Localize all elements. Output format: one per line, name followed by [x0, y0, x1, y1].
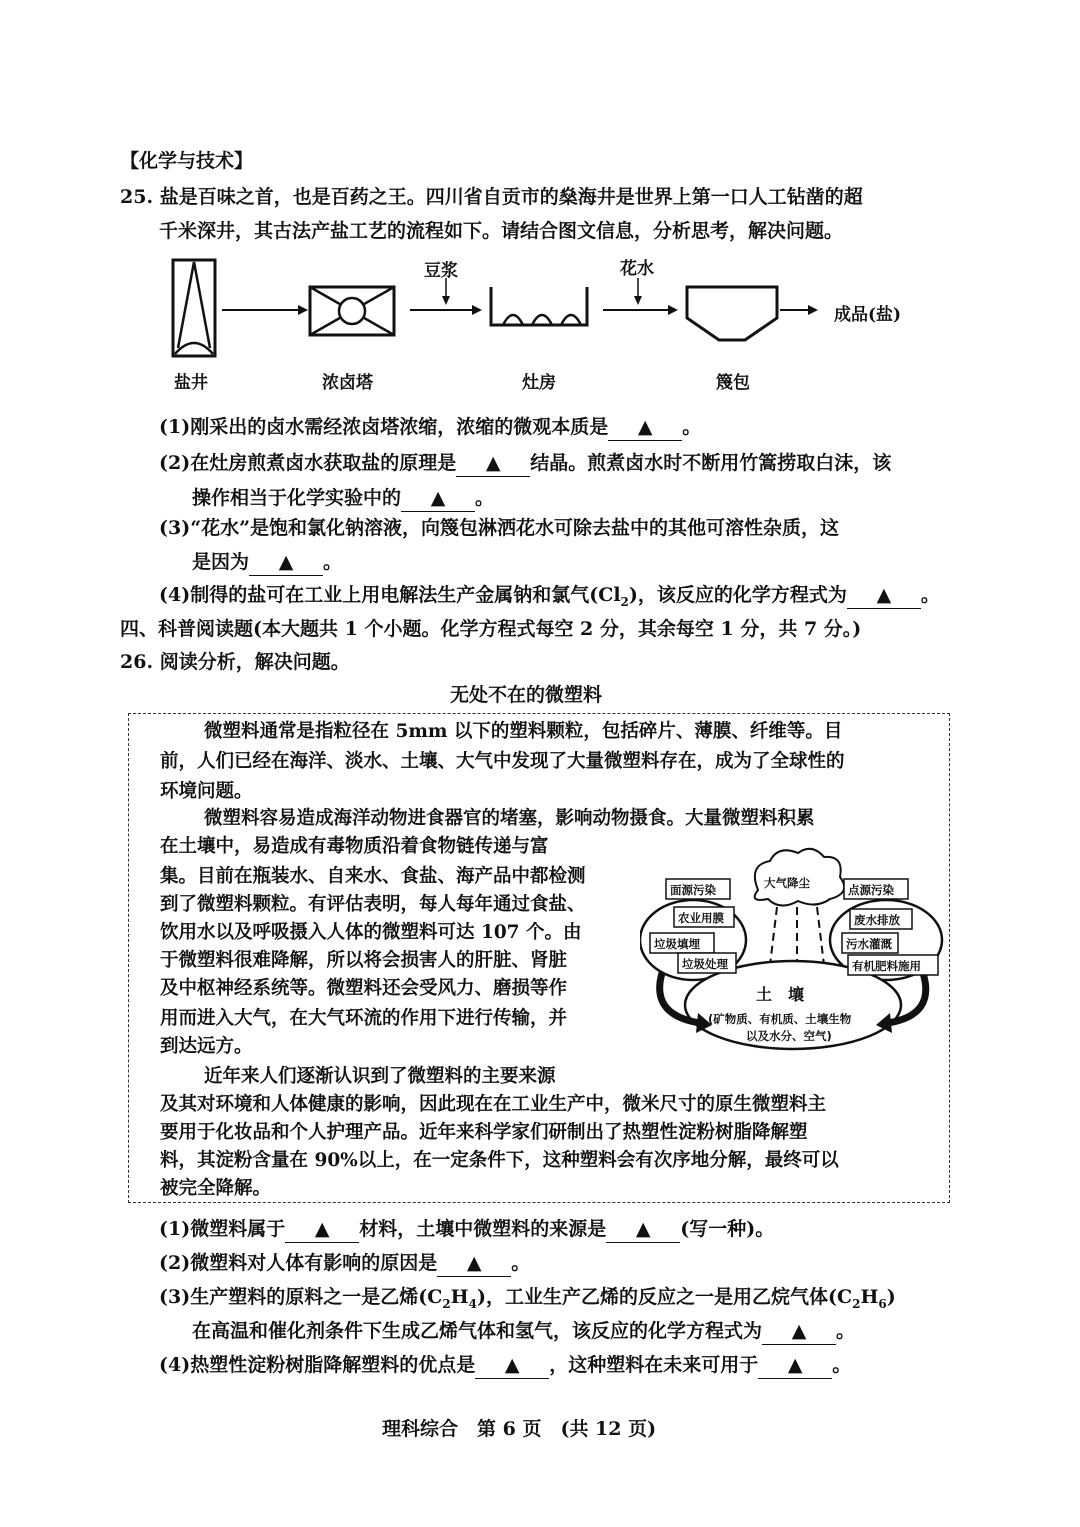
q25-sub3-text-b: 是因为 [192, 551, 250, 573]
right-item-2: 污水灌溉 [846, 937, 892, 951]
article-line-2: 前，人们已经在海洋、淡水、土壤、大气中发现了大量微塑料存在，成为了全球性的 [160, 751, 845, 772]
q26-sub4-text-a: (4)热塑性淀粉树脂降解塑料的优点是 [159, 1354, 476, 1376]
answer-blank: ▲ [762, 1318, 836, 1345]
q26-sub3-text-d: 在高温和催化剂条件下生成乙烯气体和氢气，该反应的化学方程式为 [192, 1320, 763, 1342]
article-line-5: 在土壤中，易造成有毒物质沿着食物链传递与富 [160, 836, 549, 857]
q26-sub2 [159, 1246, 530, 1280]
figure-labels [646, 845, 951, 1060]
q25-sub1 [159, 410, 701, 444]
flow-arrow-4-head [808, 305, 818, 315]
left-item-3: 垃圾处理 [682, 957, 728, 971]
q26-sub1-text-b: 材料，土壤中微塑料的来源是 [359, 1218, 607, 1240]
input-arrow-2-head [634, 296, 642, 305]
article-title: 无处不在的微塑料 [450, 684, 603, 706]
article-line-7: 到了微塑料颗粒。有评估表明，每人每年通过食盐、 [160, 894, 586, 915]
soil-title: 土 壤 [756, 985, 805, 1004]
answer-blank: ▲ [401, 485, 475, 512]
q26-sub2-end: 。 [511, 1252, 531, 1274]
page-footer: 理科综合 第 6 页 (共 12 页) [382, 1418, 657, 1440]
q25-sub3-line-2 [192, 545, 342, 579]
q25-sub2-text-c: 操作相当于化学实验中的 [192, 487, 402, 509]
article-line-17: 被完全降解。 [160, 1178, 272, 1199]
q25-sub1-end: 。 [682, 416, 702, 438]
subscript: 4 [468, 1296, 477, 1311]
answer-blank: ▲ [456, 450, 530, 477]
left-title-label: 面源污染 [670, 883, 716, 897]
q25-sub2-end: 。 [475, 487, 495, 509]
section-heading-chem-tech: 【化学与技术】 [120, 150, 254, 172]
section-heading-reading: 四、科普阅读题(本大题共 1 个小题。化学方程式每空 2 分，其余每空 1 分，共 7 分。) [120, 618, 862, 640]
formula-h: H [450, 1286, 469, 1308]
flow-arrow-3-head [668, 305, 678, 315]
flow-arrow-1-head [298, 305, 308, 315]
article-line-12: 到达远方。 [160, 1036, 253, 1057]
input-label-soy-milk: 豆浆 [424, 261, 458, 281]
q26-intro-text: 阅读分析，解决问题。 [159, 651, 350, 673]
flow-arrow-2-head [472, 305, 482, 315]
article-line-4: 微塑料容易造成海洋动物进食器官的堵塞，影响动物摄食。大量微塑料积累 [204, 808, 815, 829]
q26-intro [120, 645, 350, 679]
q26-sub4 [159, 1348, 851, 1382]
article-line-13: 近年来人们逐渐认识到了微塑料的主要来源 [204, 1066, 556, 1087]
q26-sub1-end: (写一种)。 [680, 1218, 775, 1240]
q26-sub2-text: (2)微塑料对人体有影响的原因是 [159, 1252, 438, 1274]
article-line-14: 及其对环境和人体健康的影响，因此现在在工业生产中，微米尺寸的原生微塑料主 [160, 1094, 827, 1115]
subscript: 2 [852, 1296, 861, 1311]
q26-sub4-end: 。 [832, 1354, 852, 1376]
article-line-3: 环境问题。 [160, 781, 253, 802]
article-line-11: 用而进入大气，在大气环流的作用下进行传输，并 [160, 1008, 568, 1029]
q25-sub4-text-a: (4)制得的盐可在工业上用电解法生产金属钠和氯气(Cl [159, 584, 621, 606]
q25-sub3-end: 。 [323, 551, 343, 573]
q26-sub3-text-a: (3)生产塑料的原料之一是乙烯(C [159, 1286, 443, 1308]
q25-intro-line-2: 千米深井，其古法产盐工艺的流程如下。请结合图文信息，分析思考，解决问题。 [159, 220, 844, 242]
answer-blank: ▲ [847, 582, 921, 609]
q26-sub3-end: 。 [836, 1320, 856, 1342]
formula-h: H [860, 1286, 879, 1308]
answer-blank: ▲ [608, 414, 682, 441]
q26-number: 26. [120, 651, 154, 673]
answer-blank: ▲ [758, 1352, 832, 1379]
q25-sub4-text-b: )，该反应的化学方程式为 [628, 584, 847, 606]
soil-sub-2: 以及水分、空气) [746, 1029, 832, 1043]
bamboo-basket-icon [687, 287, 777, 340]
label-bamboo-basket: 篾包 [716, 373, 750, 393]
input-label-flower-water: 花水 [620, 259, 654, 279]
q25-sub4-end: 。 [920, 584, 940, 606]
subscript: 2 [620, 594, 629, 609]
stove-house-icon [491, 287, 587, 325]
label-stove-house: 灶房 [522, 373, 556, 393]
answer-blank: ▲ [249, 549, 323, 576]
q26-sub3-line-2 [192, 1314, 855, 1348]
left-item-2: 垃圾填埋 [654, 937, 700, 951]
article-line-15: 要用于化妆品和个人护理产品。近年来科学家们研制出了热塑性淀粉树脂降解塑 [160, 1122, 808, 1143]
q26-sub1 [159, 1212, 774, 1246]
salt-well-icon [173, 260, 215, 356]
q26-sub1-text-a: (1)微塑料属于 [159, 1218, 286, 1240]
subscript: 2 [442, 1296, 451, 1311]
input-arrow-1-head [442, 296, 450, 305]
answer-blank: ▲ [475, 1352, 549, 1379]
q25-intro-line-1 [120, 180, 863, 214]
q26-sub3-text-b: )，工业生产乙烯的反应之一是用乙烷气体(C [476, 1286, 853, 1308]
brine-tower-icon [310, 287, 394, 335]
q25-sub2-line-1 [159, 446, 891, 480]
q26-sub4-text-b: ，这种塑料在未来可用于 [549, 1354, 759, 1376]
article-line-16: 料，其淀粉含量在 90%以上，在一定条件下，这种塑料会有次序地分解，最终可以 [160, 1150, 839, 1171]
cloud-label: 大气降尘 [764, 876, 810, 890]
q25-sub3-line-1: (3)“花水”是饱和氯化钠溶液，向篾包淋洒花水可除去盐中的其他可溶性杂质，这 [159, 517, 840, 539]
q25-sub2-line-2 [192, 481, 494, 515]
article-line-6: 集。目前在瓶装水、自来水、食盐、海产品中都检测 [160, 866, 586, 887]
q25-number: 25. [120, 186, 154, 208]
soil-sub-1: (矿物质、有机质、土壤生物 [708, 1012, 852, 1026]
salt-process-flow-diagram [160, 250, 960, 400]
article-line-1: 微塑料通常是指粒径在 5mm 以下的塑料颗粒，包括碎片、薄膜、纤维等。目 [204, 721, 843, 742]
right-item-3: 有机肥料施用 [852, 959, 921, 973]
left-item-1: 农业用膜 [678, 911, 724, 925]
right-title-label: 点源污染 [848, 883, 894, 897]
product-label-salt: 成品(盐) [834, 305, 902, 325]
subscript: 6 [878, 1296, 887, 1311]
q25-intro-text-1: 盐是百味之首，也是百药之王。四川省自贡市的燊海井是世界上第一口人工钻凿的超 [159, 186, 863, 208]
answer-blank: ▲ [437, 1250, 511, 1277]
right-item-1: 废水排放 [854, 913, 900, 927]
label-brine-tower: 浓卤塔 [322, 373, 373, 393]
q25-sub2-text-a: (2)在灶房煎煮卤水获取盐的原理是 [159, 452, 457, 474]
label-salt-well: 盐井 [174, 373, 208, 393]
q25-sub1-text: (1)刚采出的卤水需经浓卤塔浓缩，浓缩的微观本质是 [159, 416, 609, 438]
answer-blank: ▲ [285, 1216, 359, 1243]
article-line-9: 于微塑料很难降解，所以将会损害人的肝脏、肾脏 [160, 950, 568, 971]
article-line-10: 及中枢神经系统等。微塑料还会受风力、磨损等作 [160, 978, 568, 999]
q26-sub3-text-c: ) [886, 1286, 896, 1308]
answer-blank: ▲ [606, 1216, 680, 1243]
q25-sub2-text-b: 结晶。煎煮卤水时不断用竹篙捞取白沫，该 [530, 452, 892, 474]
article-line-8: 饮用水以及呼吸摄入人体的微塑料可达 107 个。由 [160, 922, 582, 943]
